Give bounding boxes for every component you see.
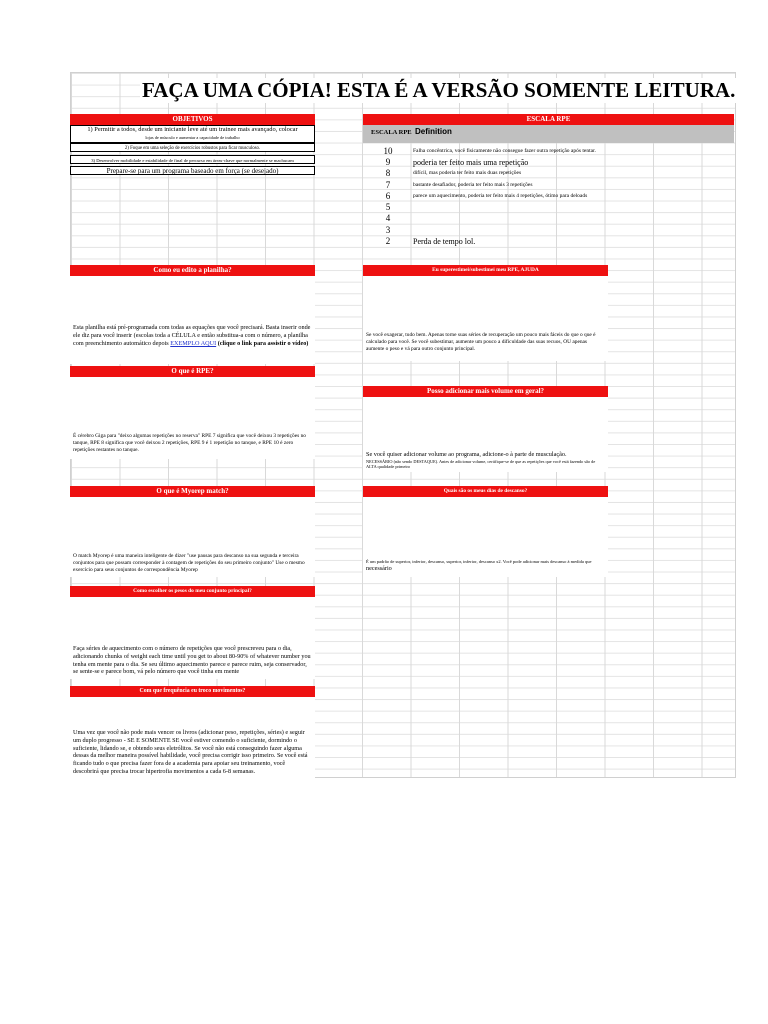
section-text: Esta planilha está pré-programada com todas as equações que você precisará. Basta inserir onde ele diz para você inserir (escolas toda a CÉLULA e então substitua-a com o número, a planilha com preenchimento automático depois — [73, 324, 311, 347]
section-text: É um padrão de superior, inferior, descanso, superior, inferior, descanso x2. Você pode adicionar mais descanso à medida que — [366, 559, 592, 564]
section-header-volume: Posso adicionar mais volume em geral? — [363, 386, 608, 397]
rpe-header: ESCALA RPE — [363, 114, 734, 125]
rpe-row-num: 6 — [385, 191, 391, 201]
section-text-after: necessário — [366, 565, 392, 572]
section-text: Se você quiser adicionar volume ao programa, adicione-o à parte de musculação. — [366, 451, 567, 458]
rpe-row-text: poderia ter feito mais uma repetição — [413, 158, 529, 167]
objetivos-item-1 — [70, 125, 315, 143]
section-header-misjudged: Eu superestimei/subestimei meu RPE, AJUDA — [363, 265, 608, 276]
section-header-weights: Como escolher os pesos do meu conjunto principal? — [70, 586, 315, 597]
rpe-row-num: 9 — [385, 157, 391, 167]
section-body-weights: Faça séries de aquecimento com o número de repetições que você prescreveu para o dia, adicionando chunks of weight each time until you get to about 80-90% of whatever number you tenha em mente para o dia. Se seu último aquecimento parece e parece ruim, seja conservador, se sente-se e parece bom, vá pelo número que você tinha em mente — [70, 597, 315, 679]
section-body-volume — [363, 397, 608, 472]
section-body-edit — [70, 276, 315, 364]
section-body-misjudged: Se você exagerar, tudo bem. Apenas torne suas séries de recuperação um pouco mais fáceis do que o que é calculado para você. Se você subestimar, aumente um pouco a dificuldade das suas recuos, OU apenas aumente o peso e vá para outro conjunto principal. — [363, 276, 608, 361]
objetivos-item-2: 2) Foque em uma seleção de exercícios robustos para ficar musculoso. — [70, 143, 315, 152]
rpe-row-text: parece um aquecimento, poderia ter feito mais 4 repetições, ótimo para deloads — [413, 193, 588, 199]
rpe-row-num: 4 — [385, 213, 391, 223]
rpe-row-num: 5 — [385, 202, 391, 212]
rpe-row-text: Falha concêntrica, você fisicamente não consegue fazer outra repetição após tentar. — [413, 148, 596, 154]
section-header-edit: Como eu edito a planilha? — [70, 265, 315, 276]
rpe-row-num: 3 — [385, 225, 391, 235]
section-text-after: (clique o link para assistir o vídeo) — [217, 339, 309, 347]
rpe-row-text: Perda de tempo lol. — [413, 237, 476, 246]
example-link[interactable]: EXEMPLO AQUI — [170, 339, 217, 347]
section-header-rest: Quais são os meus dias de descanso? — [363, 486, 608, 497]
section-body-rest — [363, 497, 608, 577]
rpe-row-num: 10 — [383, 146, 393, 156]
section-header-rpe: O que é RPE? — [70, 366, 315, 377]
rpe-row-text: difícil, mas poderia ter feito mais duas repetições — [413, 170, 522, 176]
rpe-row-num: 2 — [385, 236, 391, 246]
rpe-row-num: 8 — [385, 168, 391, 178]
objetivos-item-1-line2: lojas de músculo e aumentar a capacidade de trabalho — [145, 135, 240, 140]
section-body-myorep: O match Myorep é uma maneira inteligente de dizer "use pausas para descanso na sua segunda e terceira conjuntos para que possam corresponder à contagem de repetições do seu primeiro conjunto" Use o mesmo exercício para seus conjuntos de correspondência Myorep — [70, 497, 315, 577]
page-title: FAÇA UMA CÓPIA! ESTA É A VERSÃO SOMENTE LEITURA. — [140, 78, 744, 103]
section-header-myorep: O que é Myorep match? — [70, 486, 315, 497]
objetivos-header: OBJETIVOS — [70, 114, 315, 125]
objetivos-item-1-line1: 1) Permitir a todos, desde um iniciante leve até um trainee mais avançado, colocar — [87, 126, 298, 133]
rpe-col-label: ESCALA RPE — [371, 129, 412, 136]
section-note: NECESSÁRIO (não sendo DESTAQUE). Antes de adicionar volume, certifique-se de que as repetições que você está fazendo são de ALTA qualidade primeiro — [366, 458, 596, 470]
rpe-row-text: bastante desafiador, poderia ter feito mais 3 repetições — [413, 182, 533, 188]
section-body-swap: Uma vez que você não pode mais vencer os livros (adicionar peso, repetições, séries) e seguir um duplo progresso - SE E SOMENTE SE você estiver comendo o suficiente, dormindo o suficiente, lidando se, e obtendo seus eletrólitos. Se você não está conseguindo fazer alguma dessas da melhor maneira possível habilidade, você precisa corrigir isso primeiro. Se você está ficando tudo o que precisa fazer fora de a academia para apoiar seu treinamento, você descobrirá que precisa trocar hipertrofia movimentos a cada 6-8 semanas. — [70, 697, 315, 789]
rpe-row-num: 7 — [385, 180, 391, 190]
rpe-column-header — [363, 125, 734, 143]
section-header-swap: Com que frequência eu troco movimentos? — [70, 686, 315, 697]
objetivos-item-3: 3) Desenvolver mobilidade e estabilidade de final de percurso em áreas-chave que normalmente se machucam — [70, 155, 315, 164]
rpe-col-def: Definition — [415, 127, 452, 136]
objetivos-item-4: Prepare-se para um programa baseado em força (se desejado) — [70, 166, 315, 175]
section-body-rpe: É cérebro Giga para "deixo algumas repetições no reserva" RPE 7 significa que você deixou 3 repetições no tanque, RPE 8 significa que você deixou 2 repetições, RPE 9 é 1 repetição no tanque, e RPE 10 é zero repetições restantes no tanque. — [70, 377, 315, 459]
